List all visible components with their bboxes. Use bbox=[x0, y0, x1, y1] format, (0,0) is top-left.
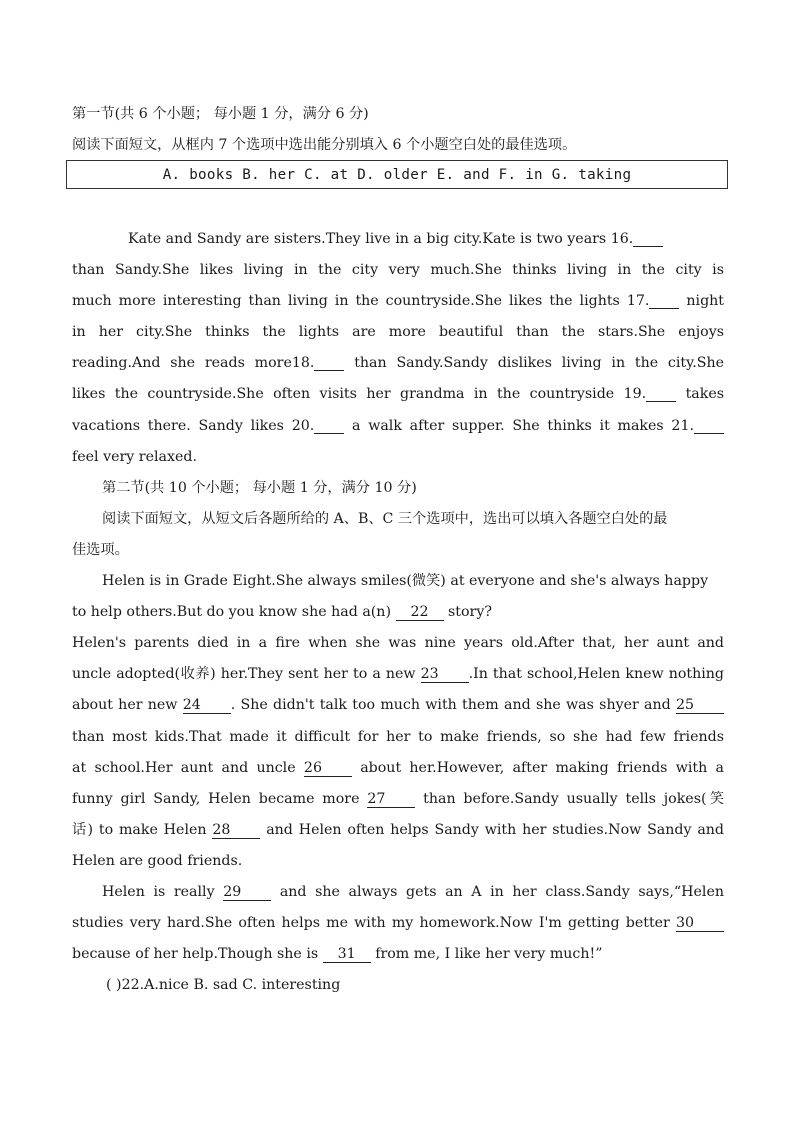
worksheet-page bbox=[72, 99, 724, 161]
passage-1 bbox=[72, 224, 724, 1001]
blank-30: 30 bbox=[676, 915, 724, 932]
blank-18 bbox=[314, 356, 344, 371]
blank-21 bbox=[694, 419, 724, 434]
blank-19 bbox=[646, 387, 676, 402]
blank-22: 22 bbox=[396, 604, 444, 621]
answer-paren[interactable]: ( ) bbox=[106, 977, 122, 994]
blank-20 bbox=[314, 419, 344, 434]
passage2-line: at school.Her aunt and uncle 26 about her.However, after making friends with a bbox=[72, 759, 724, 776]
passage2-line: to help others.But do you know she had a(n) 22 story? bbox=[72, 604, 492, 621]
passage1-line: much more interesting than living in the countryside.She likes the lights 17. night bbox=[72, 293, 724, 310]
blank-16 bbox=[633, 232, 663, 247]
section2-header: 第二节(共 10 个小题； 每小题 1 分，满分 10 分) bbox=[102, 479, 417, 496]
passage2-line: 话) to make Helen 28 and Helen often helps Sandy with her studies.Now Sandy and bbox=[72, 821, 724, 838]
blank-17 bbox=[649, 294, 679, 309]
blank-29: 29 bbox=[223, 884, 271, 901]
blank-28: 28 bbox=[212, 822, 260, 839]
passage2-line: Helen are good friends. bbox=[72, 852, 243, 869]
blank-27: 27 bbox=[367, 791, 415, 808]
passage1-line: feel very relaxed. bbox=[72, 448, 197, 465]
passage2-line: because of her help.Though she is 31 from me, I like her very much!” bbox=[72, 946, 603, 963]
section2-instruction: 佳选项。 bbox=[72, 541, 129, 558]
section1-instruction: 阅读下面短文，从框内 7 个选项中选出能分别填入 6 个小题空白处的最佳选项。 bbox=[72, 137, 577, 154]
passage2-line: Helen's parents died in a fire when she was nine years old.After that, her aunt and bbox=[72, 635, 724, 652]
passage2-line: Helen is in Grade Eight.She always smiles(微笑) at everyone and she's always happy bbox=[102, 573, 709, 590]
passage2-line: funny girl Sandy, Helen became more 27 than before.Sandy usually tells jokes(笑 bbox=[72, 790, 724, 807]
blank-25: 25 bbox=[676, 697, 724, 714]
passage2-line: uncle adopted(收养) her.They sent her to a new 23 .In that school,Helen knew nothing bbox=[72, 666, 724, 683]
passage1-line: Kate and Sandy are sisters.They live in a big city.Kate is two years 16. bbox=[72, 224, 724, 255]
options-box: A. books B. her C. at D. older E. and F. in G. taking bbox=[66, 160, 728, 189]
passage1-line: reading.And she reads more18. than Sandy.Sandy dislikes living in the city.She bbox=[72, 355, 724, 372]
blank-31: 31 bbox=[323, 946, 371, 963]
passage2-line: studies very hard.She often helps me with my homework.Now I'm getting better 30 bbox=[72, 908, 724, 939]
passage1-line: than Sandy.She likes living in the city very much.She thinks living in the city is bbox=[72, 262, 724, 279]
section1-header: 第一节(共 6 个小题； 每小题 1 分，满分 6 分) bbox=[72, 106, 369, 122]
blank-23: 23 bbox=[421, 666, 469, 683]
passage2-line: about her new 24 . She didn't talk too much with them and she was shyer and 25 bbox=[72, 690, 724, 721]
passage2-line: than most kids.That made it difficult for her to make friends, so she had few friends bbox=[72, 728, 724, 745]
question-22-options: 22.A.nice B. sad C. interesting bbox=[121, 977, 341, 994]
question-22 bbox=[72, 970, 724, 1001]
blank-24: 24 bbox=[183, 697, 231, 714]
passage2-line: Helen is really 29 and she always gets an A in her class.Sandy says,“Helen bbox=[102, 883, 724, 900]
passage1-line: in her city.She thinks the lights are more beautiful than the stars.She enjoys bbox=[72, 324, 724, 341]
passage1-line: likes the countryside.She often visits her grandma in the countryside 19. takes bbox=[72, 386, 724, 403]
blank-26: 26 bbox=[304, 760, 352, 777]
section2-instruction: 阅读下面短文，从短文后各题所给的 A、B、C 三个选项中，选出可以填入各题空白处的最 bbox=[102, 510, 668, 527]
passage1-line: vacations there. Sandy likes 20. a walk after supper. She thinks it makes 21. bbox=[72, 411, 724, 442]
